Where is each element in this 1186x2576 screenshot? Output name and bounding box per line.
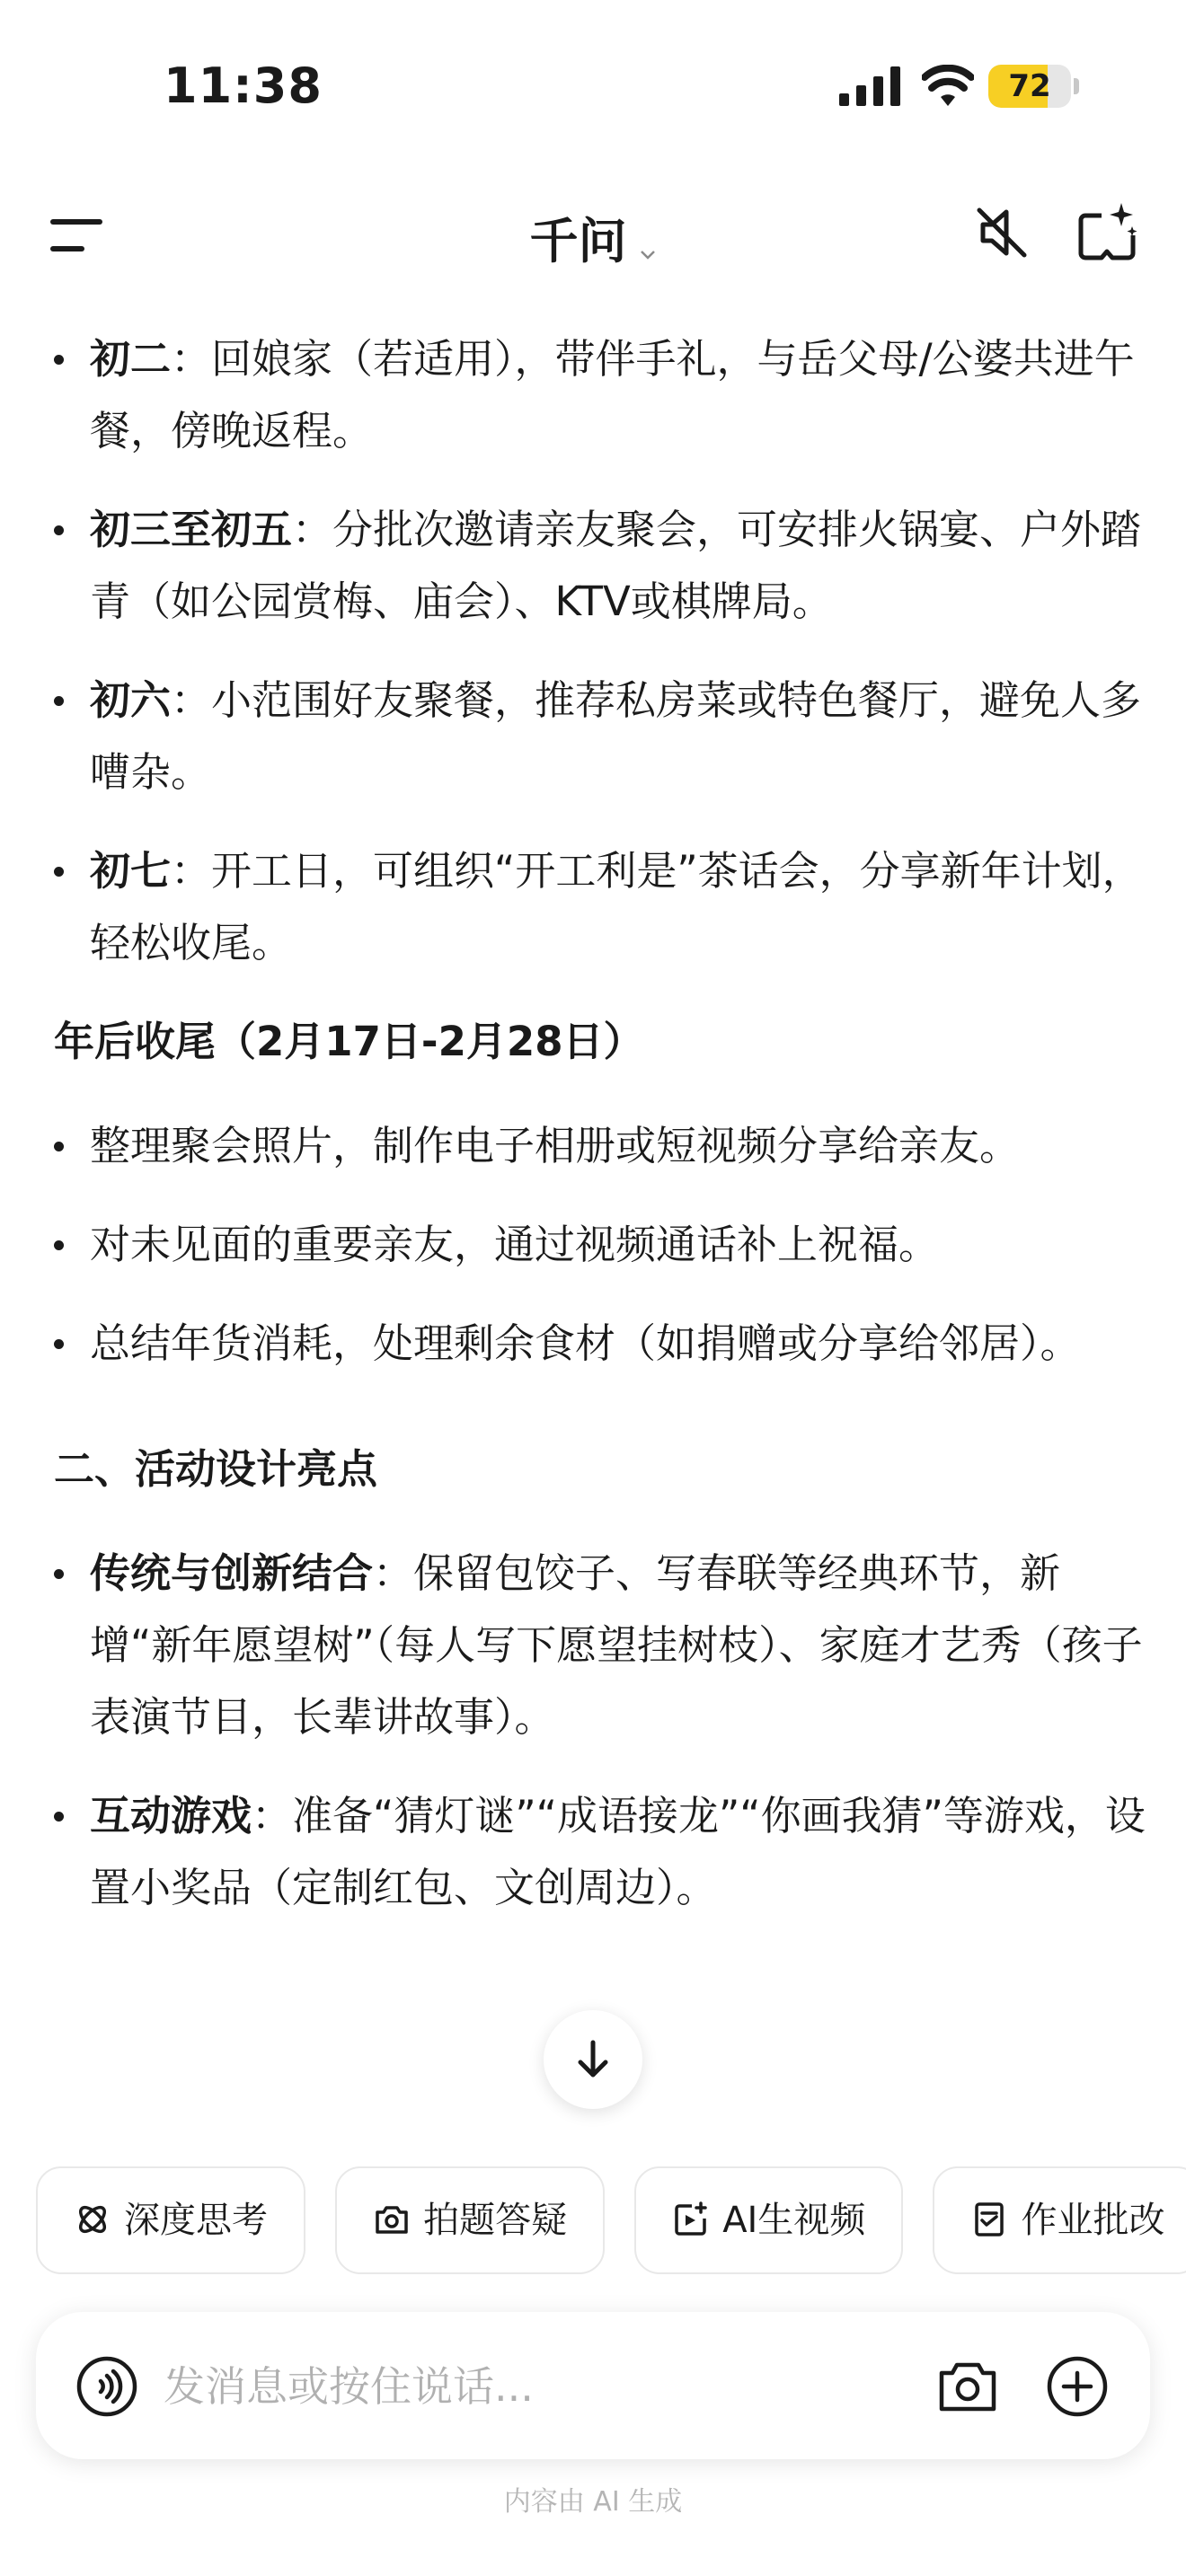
list-item: 对未见面的重要亲友，通过视频通话补上祝福。 xyxy=(0,1209,1186,1281)
list-item: 总结年货消耗，处理剩余食材（如捐赠或分享给邻居）。 xyxy=(0,1308,1186,1380)
plus-icon[interactable] xyxy=(1046,2355,1109,2418)
message-input[interactable] xyxy=(164,2359,918,2414)
list-item: 初二：回娘家（若适用），带伴手礼，与岳父母/公婆共进午餐，傍晚返程。 xyxy=(0,323,1186,467)
section-heading: 二、活动设计亮点 xyxy=(54,1445,378,1493)
list-item: 初七：开工日，可组织“开工利是”茶话会，分享新年计划，轻松收尾。 xyxy=(0,835,1186,979)
video-add-icon xyxy=(672,2201,710,2238)
document-check-icon xyxy=(970,2201,1008,2238)
battery-indicator xyxy=(988,65,1078,108)
list-item: 互动游戏：准备“猜灯谜”“成语接龙”“你画我猜”等游戏，设置小奖品（定制红包、文创周边）。 xyxy=(0,1780,1186,1924)
message-composer xyxy=(36,2312,1150,2459)
cellular-signal-icon xyxy=(839,66,900,106)
new-chat-icon[interactable] xyxy=(1075,199,1139,264)
camera-icon[interactable] xyxy=(936,2355,999,2418)
list-item: 整理聚会照片，制作电子相册或短视频分享给亲友。 xyxy=(0,1110,1186,1182)
arrow-down-icon xyxy=(571,2037,615,2082)
quick-action-chips xyxy=(36,2166,1186,2274)
chat-message-content xyxy=(0,323,1186,1951)
atom-icon xyxy=(74,2201,111,2238)
chip-photo-question[interactable]: 拍题答疑 xyxy=(335,2166,605,2274)
list-item: 初六：小范围好友聚餐，推荐私房菜或特色餐厅，避免人多嘈杂。 xyxy=(0,665,1186,808)
speaker-mute-icon[interactable] xyxy=(972,203,1031,262)
camera-icon xyxy=(373,2201,411,2238)
section-subheading: 年后收尾（2月17日-2月28日） xyxy=(54,1018,644,1065)
app-title: 千问 xyxy=(529,213,627,269)
list-item: 初三至初五：分批次邀请亲友聚会，可安排火锅宴、户外踏青（如公园赏梅、庙会）、KTV或棋牌局。 xyxy=(0,494,1186,638)
scroll-to-bottom-button[interactable] xyxy=(544,2010,642,2109)
chevron-down-icon xyxy=(639,248,657,260)
chip-ai-video[interactable]: AI生视频 xyxy=(634,2166,903,2274)
ai-disclaimer: 内容由 AI 生成 xyxy=(503,2486,683,2518)
battery-percent: 72 xyxy=(1008,68,1051,104)
wifi-icon xyxy=(922,65,974,106)
status-time: 11:38 xyxy=(164,57,323,114)
chip-homework-grading[interactable]: 作业批改 xyxy=(933,2166,1186,2274)
chip-deep-thinking[interactable]: 深度思考 xyxy=(36,2166,305,2274)
list-item: 传统与创新结合：保留包饺子、写春联等经典环节，新增“新年愿望树”（每人写下愿望挂树枝）、家庭才艺秀（孩子表演节目，长辈讲故事）。 xyxy=(0,1538,1186,1753)
voice-input-icon[interactable] xyxy=(75,2355,138,2418)
